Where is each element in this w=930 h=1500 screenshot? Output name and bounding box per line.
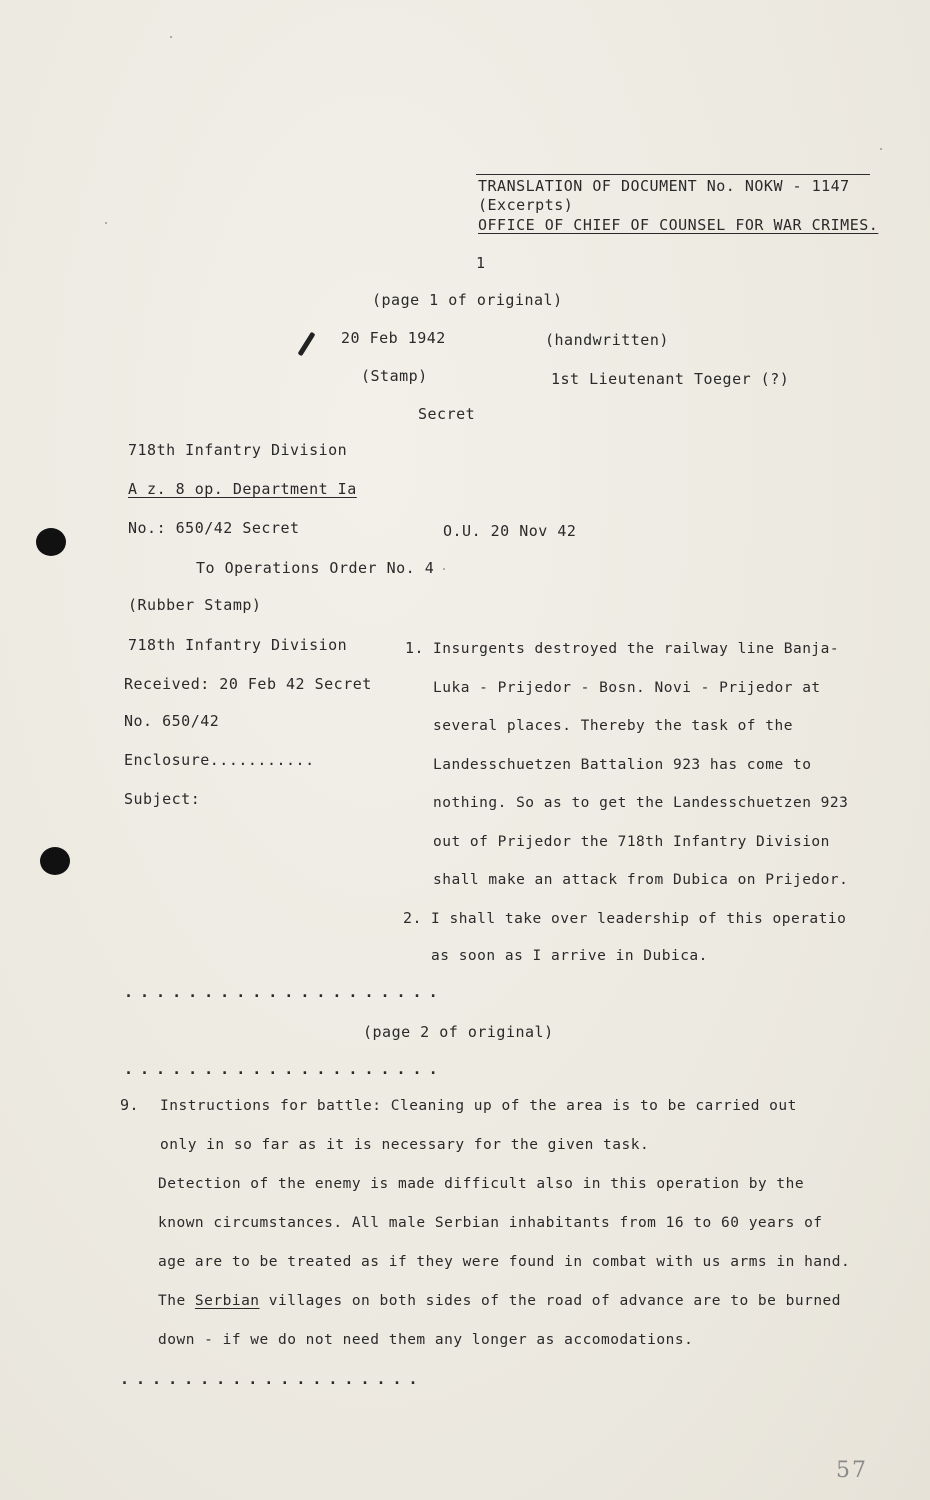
item1-line: Landesschuetzen Battalion 923 has come to (433, 757, 812, 773)
rubber-stamp-enclosure: Enclosure........... (124, 751, 315, 769)
omission-dots: ................... (120, 1370, 425, 1388)
header-line-excerpts: (Excerpts) (478, 196, 574, 214)
item2-number: 2. (403, 909, 423, 927)
item9-final-line: down - if we do not need them any longer as accomodations. (158, 1332, 694, 1348)
handwritten-note: (handwritten) (545, 331, 669, 349)
item1-line: out of Prijedor the 718th Infantry Division (433, 834, 830, 850)
item1-line: shall make an attack from Dubica on Prijedor. (433, 872, 849, 888)
item9-line: age are to be treated as if they were found in combat with us arms in hand. (158, 1254, 851, 1270)
page2-label: (page 2 of original) (363, 1023, 554, 1041)
page-marker: 1 (476, 254, 486, 272)
item9-line: known circumstances. All male Serbian inhabitants from 16 to 60 years of (158, 1215, 823, 1231)
stamp-date: 20 Feb 1942 (341, 329, 446, 347)
omission-dots: .................... (124, 1060, 445, 1078)
item1-line: several places. Thereby the task of the (433, 718, 793, 734)
item2-line: as soon as I arrive in Dubica. (431, 948, 708, 964)
punch-hole-top (36, 528, 66, 556)
rubber-stamp-division: 718th Infantry Division (128, 636, 348, 654)
item9-line-serbian (158, 1293, 841, 1309)
number-line: No.: 650/42 Secret (128, 519, 300, 537)
item9-line: Detection of the enemy is made difficult also in this operation by the (158, 1176, 805, 1192)
handwritten-mark-icon (297, 332, 315, 357)
item1-line: Insurgents destroyed the railway line Banja- (433, 641, 840, 657)
item1-number: 1. (405, 639, 425, 657)
rubber-stamp-received: Received: 20 Feb 42 Secret (124, 675, 372, 693)
division-title: 718th Infantry Division (128, 441, 348, 459)
item9-line: Instructions for battle: Cleaning up of the area is to be carried out (160, 1098, 797, 1114)
header-line-translation: TRANSLATION OF DOCUMENT No. NOKW - 1147 (478, 177, 850, 195)
item2-line: I shall take over leadership of this operatio (431, 911, 847, 927)
punch-hole-bottom (40, 847, 70, 875)
rubber-stamp-subject: Subject: (124, 790, 201, 808)
rubber-stamp-number: No. 650/42 (124, 712, 220, 730)
item9-underlined-word: Serbian (194, 1293, 260, 1309)
ou-date: O.U. 20 Nov 42 (443, 522, 577, 540)
item9-number: 9. (120, 1096, 140, 1114)
item9-suffix: villages on both sides of the road of advance are to be burned (259, 1293, 842, 1309)
lieutenant-name: 1st Lieutenant Toeger (?) (551, 370, 790, 388)
secret-label: Secret (418, 405, 476, 423)
item1-line: nothing. So as to get the Landesschuetzen 923 (433, 795, 849, 811)
department-line: A z. 8 op. Department Ia (128, 480, 357, 498)
item9-prefix: The (158, 1293, 195, 1309)
item1-line: Luka - Prijedor - Bosn. Novi - Prijedor at (433, 680, 821, 696)
page1-label: (page 1 of original) (372, 291, 563, 309)
header-line-office: OFFICE OF CHIEF OF COUNSEL FOR WAR CRIMES. (478, 216, 879, 234)
rubber-stamp-label: (Rubber Stamp) (128, 596, 262, 614)
page-number: 57 (836, 1458, 868, 1483)
item9-line: only in so far as it is necessary for the given task. (160, 1137, 650, 1153)
stamp-label: (Stamp) (361, 367, 428, 385)
header-top-rule (476, 174, 870, 175)
omission-dots: .................... (124, 983, 445, 1001)
operations-order: To Operations Order No. 4 (196, 559, 435, 577)
